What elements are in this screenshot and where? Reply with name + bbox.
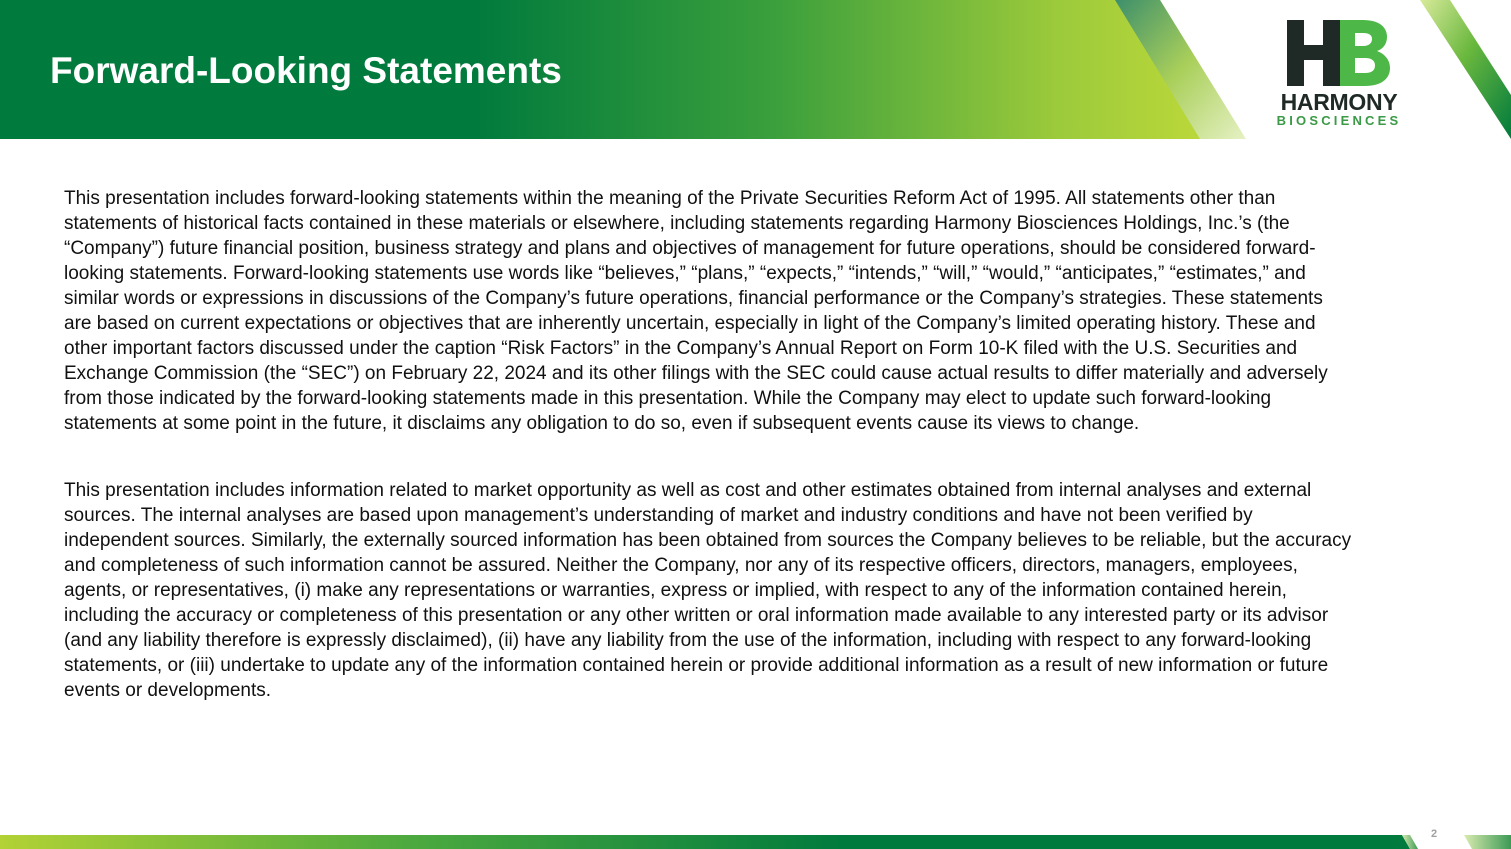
page-number: 2 xyxy=(1430,828,1438,840)
footer-band xyxy=(0,835,1511,849)
disclaimer-body xyxy=(64,186,1354,703)
logo-name: HARMONY xyxy=(1280,89,1398,115)
footer-gradient-graphic xyxy=(0,835,1511,849)
harmony-biosciences-logo xyxy=(1262,18,1416,130)
disclaimer-paragraph-forward-looking: This presentation includes forward-looking statements within the meaning of the Private Securities Reform Act of 1995. All statements other than statements of historical facts contained in these materials or elsewhere, including statements regarding Harmony Biosciences Holdings, Inc.’s (the “Company”) future financial position, business strategy and plans and objectives of management for future operations, should be considered forward-looking statements. Forward-looking statements use words like “believes,” “plans,” “expects,” “intends,” “will,” “would,” “anticipates,” “estimates,” and similar words or expressions in discussions of the Company’s future operations, financial performance or the Company’s strategies. These statements are based on current expectations or objectives that are inherently uncertain, especially in light of the Company’s limited operating history. These and other important factors discussed under the caption “Risk Factors” in the Company’s Annual Report on Form 10-K filed with the U.S. Securities and Exchange Commission (the “SEC”) on February 22, 2024 and its other filings with the SEC could cause actual results to differ materially and adversely from those indicated by the forward-looking statements made in this presentation. While the Company may elect to update such forward-looking statements at some point in the future, it disclaims any obligation to do so, even if subsequent events cause its views to change. xyxy=(64,188,1328,434)
logo-subtitle: BIOSCIENCES xyxy=(1276,113,1402,128)
page-title: Forward-Looking Statements xyxy=(50,50,562,91)
hb-logo-mark xyxy=(1287,18,1392,88)
disclaimer-paragraph-market-information: This presentation includes information related to market opportunity as well as cost and other estimates obtained from internal analyses and external sources. The internal analyses are based upon management’s understanding of market and industry conditions and have not been verified by independent sources. Similarly, the externally sourced information has been obtained from sources the Company believes to be reliable, but the accuracy and completeness of such information cannot be assured. Neither the Company, nor any of its respective officers, directors, managers, employees, agents, or representatives, (i) make any representations or warranties, express or implied, with respect to any of the information contained herein, including the accuracy or completeness of this presentation or any other written or oral information made available to any interested party or its advisor (and any liability therefore is expressly disclaimed), (ii) have any liability from the use of the information, including with respect to any forward-looking statements, or (iii) undertake to update any of the information contained herein or provide additional information as a result of new information or future events or developments. xyxy=(64,480,1352,701)
